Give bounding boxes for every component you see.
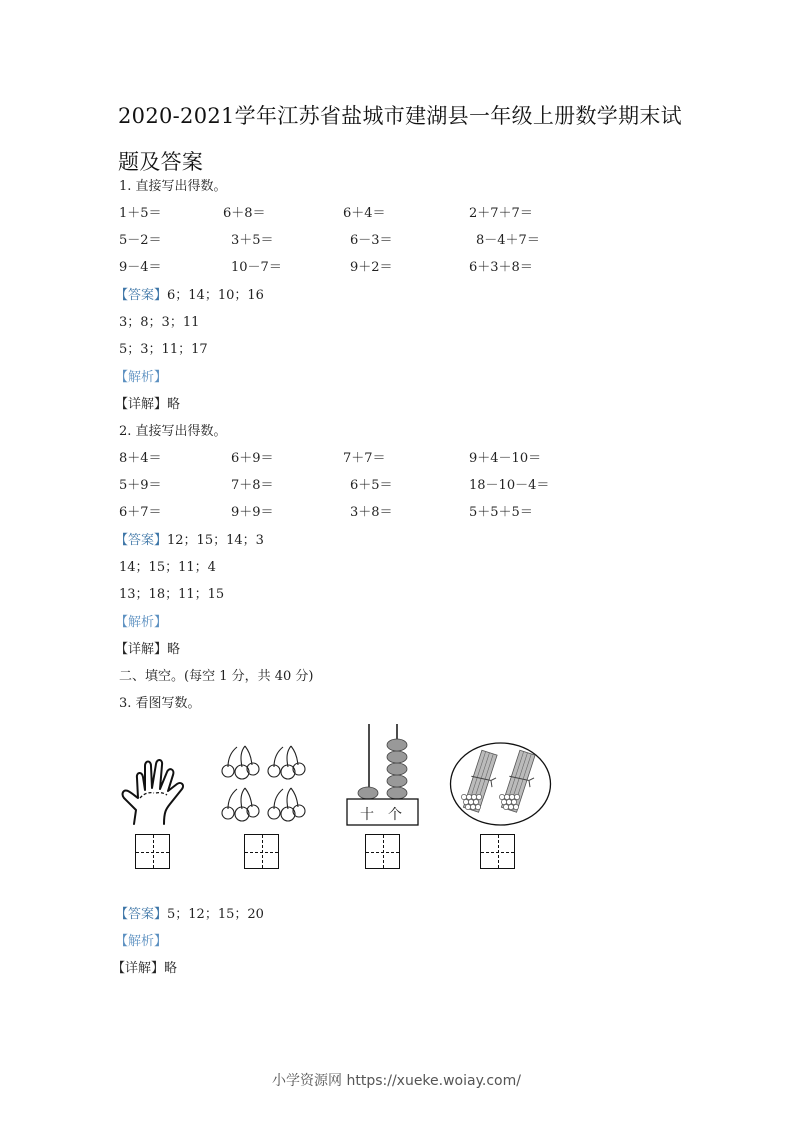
equation: 3＋8＝ xyxy=(350,505,393,520)
detail-label: 【详解】 xyxy=(115,642,168,657)
answer-values: 5；12；15；20 xyxy=(167,907,264,922)
q1-detail xyxy=(115,396,180,414)
equation: 3＋5＝ xyxy=(231,233,274,248)
answer-label: 【答案】 xyxy=(115,533,168,548)
answer-box-3 xyxy=(365,834,400,869)
q1-row-3 xyxy=(119,259,719,277)
equation: 9＋4－10＝ xyxy=(469,451,542,466)
abacus-icon xyxy=(346,724,421,826)
q3-heading: 3. 看图写数。 xyxy=(119,696,201,711)
q2-heading: 2. 直接写出得数。 xyxy=(119,424,227,439)
equation: 5＋5＋5＝ xyxy=(469,505,533,520)
equation: 6＋5＝ xyxy=(350,478,393,493)
hand-icon xyxy=(120,748,190,828)
abacus-tens-label: 十 xyxy=(360,807,374,823)
equation: 8＋4＝ xyxy=(119,451,162,466)
section2-heading: 二、填空。(每空 1 分，共 40 分) xyxy=(119,669,314,684)
q3-analysis-label: 【解析】 xyxy=(115,934,168,949)
q1-answer-line-2: 3；8；3；11 xyxy=(119,315,200,330)
stick-bundles-icon xyxy=(449,741,552,827)
q2-answer-line-1 xyxy=(115,532,264,550)
equation: 9＋9＝ xyxy=(231,505,274,520)
equation: 18－10－4＝ xyxy=(469,478,550,493)
equation: 5＋9＝ xyxy=(119,478,162,493)
equation: 9＋2＝ xyxy=(350,260,393,275)
q2-analysis-label: 【解析】 xyxy=(115,615,168,630)
equation: 6－3＝ xyxy=(350,233,393,248)
answer-box-2 xyxy=(244,834,279,869)
q2-detail xyxy=(115,641,180,659)
detail-text: 略 xyxy=(164,961,178,976)
q2-row-2 xyxy=(119,477,719,495)
q1-heading: 1. 直接写出得数。 xyxy=(119,179,227,194)
equation: 6＋8＝ xyxy=(223,206,266,221)
detail-label: 【详解】 xyxy=(115,397,168,412)
q3-answer-line xyxy=(115,906,264,924)
q2-answer-line-2: 14；15；11；4 xyxy=(119,560,216,575)
abacus-ones-label: 个 xyxy=(388,807,402,823)
equation: 10－7＝ xyxy=(231,260,282,275)
equation: 9－4＝ xyxy=(119,260,162,275)
answer-label: 【答案】 xyxy=(115,288,168,303)
equation: 6＋4＝ xyxy=(343,206,386,221)
answer-values: 12；15；14；3 xyxy=(167,533,264,548)
q2-row-3 xyxy=(119,504,719,522)
q1-row-2 xyxy=(119,232,719,250)
answer-box-4 xyxy=(480,834,515,869)
answer-values: 6；14；10；16 xyxy=(167,288,264,303)
equation: 1＋5＝ xyxy=(119,206,162,221)
q1-answer-line-3: 5；3；11；17 xyxy=(119,342,208,357)
q2-answer-line-3: 13；18；11；15 xyxy=(119,587,225,602)
equation: 7＋8＝ xyxy=(231,478,274,493)
equation: 5－2＝ xyxy=(119,233,162,248)
q1-analysis-label: 【解析】 xyxy=(115,370,168,385)
equation: 7＋7＝ xyxy=(343,451,386,466)
q1-row-1 xyxy=(119,205,719,223)
answer-box-1 xyxy=(135,834,170,869)
detail-label: 【详解】 xyxy=(112,961,165,976)
q2-row-1 xyxy=(119,450,719,468)
equation: 6＋3＋8＝ xyxy=(469,260,533,275)
q3-detail xyxy=(112,960,177,978)
cherries-icon xyxy=(218,745,313,830)
page-title: 2020-2021学年江苏省盐城市建湖县一年级上册数学期末试题及答案 xyxy=(118,104,682,174)
equation: 6＋9＝ xyxy=(231,451,274,466)
equation: 6＋7＝ xyxy=(119,505,162,520)
detail-text: 略 xyxy=(167,397,181,412)
footer-watermark: 小学资源网 https://xueke.woiay.com/ xyxy=(272,1073,521,1089)
equation: 8－4＋7＝ xyxy=(476,233,540,248)
q1-answer-line-1 xyxy=(115,287,264,305)
equation: 2＋7＋7＝ xyxy=(469,206,533,221)
answer-label: 【答案】 xyxy=(115,907,168,922)
detail-text: 略 xyxy=(167,642,181,657)
